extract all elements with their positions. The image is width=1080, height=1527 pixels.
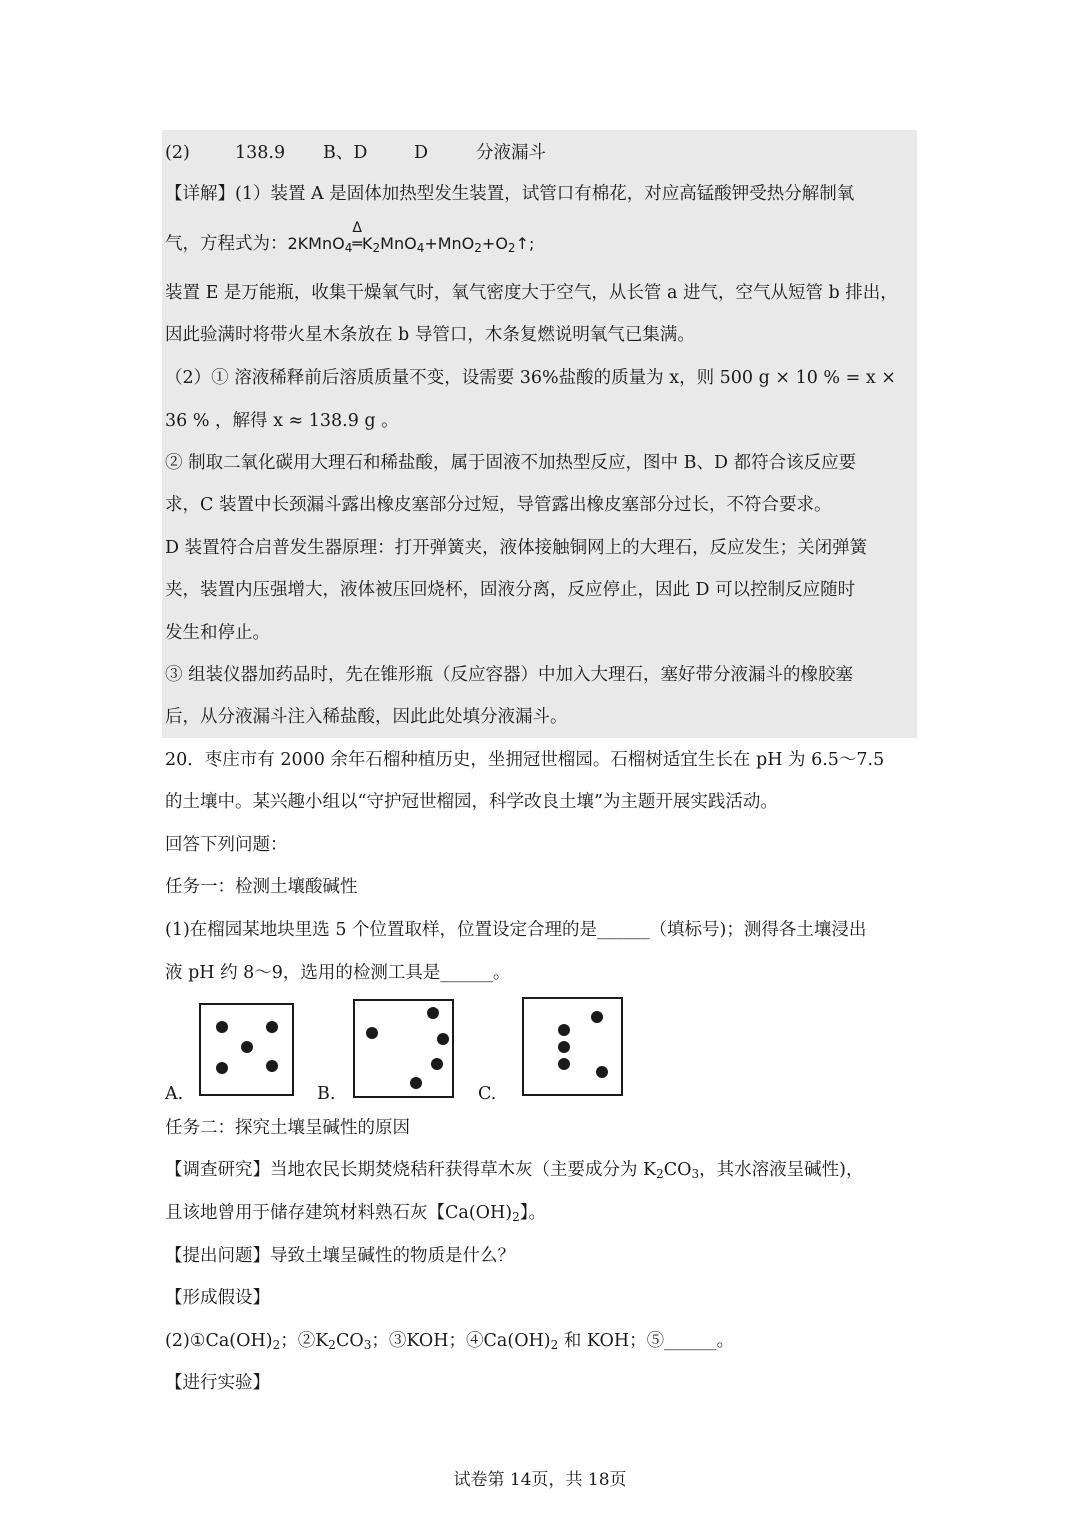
answer-label: (2) [165,143,190,163]
q20-line2: 的土壤中。某兴趣小组以“守护冠世榴园，科学改良土壤”为主题开展实践活动。 [165,792,778,812]
explanation-p5-line2: 夹，装置内压强增大，液体被压回烧杯，固液分离，反应停止，因此 D 可以控制反应随时 [165,580,856,600]
explanation-p6-line1: ③ 组装仪器加药品时，先在锥形瓶（反应容器）中加入大理石，塞好带分液漏斗的橡胶塞 [165,665,854,685]
q2-line: $(2)①Ca(OH)_2$；$②K_2CO_3$；③KOH；$④Ca(OH)_2$ 和 KOH；⑤______。 [165,1331,735,1352]
sample-dot [241,1041,253,1053]
page-footer: 试卷第 14页，共 18页 [453,1470,627,1490]
sample-dot [366,1027,378,1039]
sample-dot [437,1033,449,1045]
hypothesis-heading: 【形成假设】 [165,1288,270,1308]
sample-dot [558,1058,570,1070]
explanation-p4-line2: 求，C 装置中长颈漏斗露出橡皮塞部分过短，导管露出橡皮塞部分过长，不符合要求。 [165,495,832,515]
sample-dot [266,1060,278,1072]
explanation-p5-line3: 发生和停止。 [165,623,270,643]
answer-row [165,143,546,164]
explanation-p4-line1: ② 制取二氧化碳用大理石和稀盐酸，属于固液不加热型反应，图中 B、D 都符合该反应要 [165,453,857,473]
sample-dot [431,1058,443,1070]
explanation-p5-line1: D 装置符合启普发生器原理：打开弹簧夹，液体接触铜网上的大理石，反应发生；关闭弹簧 [165,538,868,558]
sample-dot [410,1077,422,1089]
q20-line3: 回答下列问题： [165,835,288,855]
answer-value-4: 分液漏斗 [476,143,546,163]
explanation-p6-line2: 后，从分液漏斗注入稀盐酸，因此此处填分液漏斗。 [165,707,568,727]
sample-dot [558,1041,570,1053]
sampling-diagram-a [199,1003,294,1096]
answer-value-1: 138.9 [235,143,286,163]
question-heading: 【提出问题】导致土壤呈碱性的物质是什么？ [165,1246,515,1266]
experiment-heading: 【进行实验】 [165,1373,270,1393]
option-a-label: A. [165,1084,184,1104]
explanation-p3-line2: 36 % ，解得 x ≈ 138.9 g 。 [165,411,399,431]
answer-value-2: B、D [323,143,368,163]
option-c-label: C. [478,1084,497,1104]
q20-line1: 20．枣庄市有 2000 余年石榴种植历史，坐拥冠世榴园。石榴树适宜生长在 pH 为 6.5～7.5 [165,750,885,770]
explanation-p2-line1: 装置 E 是万能瓶，收集干燥氧气时，氧气密度大于空气，从长管 a 进气，空气从短管 b 排出， [165,283,898,303]
sample-dot [596,1066,608,1078]
explanation-p3-line1: （2）① 溶液稀释前后溶质质量不变，设需要 36%盐酸的质量为 x，则 500 g × 10 % = x × [165,368,896,388]
sample-dot [216,1062,228,1074]
explanation-p2-line2: 因此验满时将带火星木条放在 b 导管口，木条复燃说明氧气已集满。 [165,325,695,345]
sampling-diagram-c [522,997,623,1096]
sample-dot [591,1011,603,1023]
sample-dot [427,1007,439,1019]
equation: 2KMnO$_4$ Δ $═K_2MnO_4+MnO_2+O_2↑$; [287,220,535,255]
task1-heading: 任务一：检测土壤酸碱性 [165,877,358,897]
research-line1: 【调查研究】当地农民长期焚烧秸秆获得草木灰（主要成分为 $K_2CO_3$，其水溶液呈碱性)， [165,1160,864,1181]
research-line2: 且该地曾用于储存建筑材料熟石灰【$Ca(OH)_2$】。 [165,1203,546,1224]
sample-dot [216,1021,228,1033]
explanation-p1-line1: 【详解】(1）装置 A 是固体加热型发生装置，试管口有棉花，对应高锰酸钾受热分解制氧 [165,184,855,204]
q1-line1: (1)在榴园某地块里选 5 个位置取样，位置设定合理的是______（填标号)；测得各土壤浸出 [165,920,867,940]
answer-shaded-block [162,130,917,738]
task2-heading: 任务二：探究土壤呈碱性的原因 [165,1118,410,1138]
q1-line2: 液 pH 约 8～9，选用的检测工具是______。 [165,963,511,983]
sample-dot [558,1024,570,1036]
sampling-diagram-b [353,999,454,1098]
answer-value-3: D [414,143,429,163]
explanation-equation-line [165,220,535,255]
sample-dot [266,1021,278,1033]
option-b-label: B. [317,1084,336,1104]
equation-prefix: 气，方程式为： [165,234,288,254]
